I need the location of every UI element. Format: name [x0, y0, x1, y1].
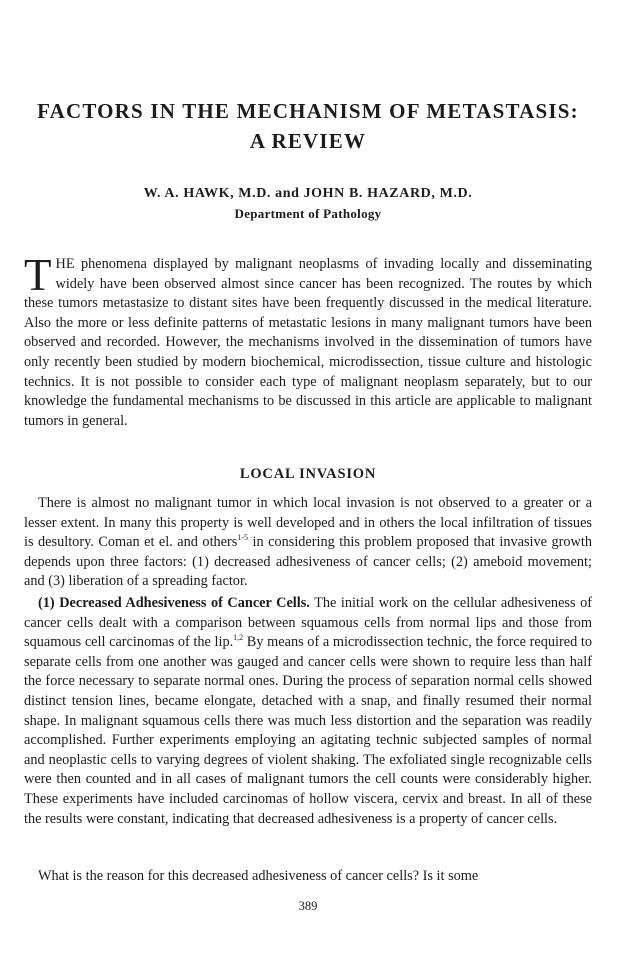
adhesiveness-text-b: By means of a microdissection technic, the force required to separate cells from one another was gauged and cancer cells were shown to require less than half the force necessary to separate normal ones. During the process of separation normal cells showed distinct tension lines, became elongate, detached with a snap, and finally resumed their normal shape. In malignant squamous cells there was much less distortion and the separation was readily accomplished. Further experiments employing an agitating technic subjected samples of normal and neoplastic cells to varying degrees of violent shaking. The exfoliated single recognizable cells were then counted and in all cases of malignant tumors the cell counts were considerably higher. These experiments have included carcinomas of hollow viscera, cervix and breast. In all of these the results were constant, indicating that decreased adhesiveness is a property of cancer cells. — [24, 634, 592, 827]
intro-text: HE phenomena displayed by malignant neoplasms of invading locally and disseminating widely have been observed almost since cancer has been recognized. The routes by which these tumors metastasize to distant sites have been frequently discussed in the medical literature. Also the more or less definite patterns of metastatic lesions in many malignant tumors have been observed and recorded. However, the mechanisms involved in the dissemination of tumors have only recently been studied by modern biochemical, microdissection, tissue culture and histologic technics. It is not possible to consider each type of malignant neoplasm separately, but to our knowledge the fundamental mechanisms to be discussed in this article are applicable to malignant tumors in general. — [24, 256, 592, 429]
decreased-adhesiveness-paragraph — [24, 594, 592, 829]
adhesiveness-text-a: The initial work on the cellular adhesiveness of cancer cells dealt with a comparison between squamous cells from normal lips and those from squamous cell carcinomas of the lip. — [24, 595, 592, 651]
run-in-heading: (1) Decreased Adhesiveness of Cancer Cells. — [38, 595, 310, 611]
reference-superscript: 1,2 — [233, 633, 244, 643]
intro-paragraph — [24, 250, 592, 431]
local-invasion-text-b: in considering this problem proposed that invasive growth depends upon three factors: (1) decreased adhesiveness of cancer cells; (2) ameboid movement; and (3) liberation of a spreading factor. — [24, 534, 592, 590]
journal-page — [24, 0, 592, 978]
local-invasion-text-a: There is almost no malignant tumor in which local invasion is not observed to a greater or a lesser extent. In many this property is well developed and in others the local infiltration of tissues is desultory. Coman et el. and others — [24, 495, 592, 551]
drop-cap: T — [24, 250, 52, 300]
section-heading-local-invasion: LOCAL INVASION — [239, 466, 377, 482]
author-line: W. A. HAWK, M.D. and JOHN B. HAZARD, M.D. — [143, 186, 473, 201]
local-invasion-paragraph — [24, 494, 592, 592]
reference-superscript: 1-5 — [237, 533, 249, 543]
affiliation-line: Department of Pathology — [234, 206, 382, 221]
article-title-line-1: FACTORS IN THE MECHANISM OF METASTASIS: — [37, 99, 579, 123]
article-title-line-2: A REVIEW — [249, 129, 367, 153]
question-paragraph: What is the reason for this decreased adhesiveness of cancer cells? Is it some — [38, 868, 479, 884]
page-number: 389 — [298, 899, 318, 913]
